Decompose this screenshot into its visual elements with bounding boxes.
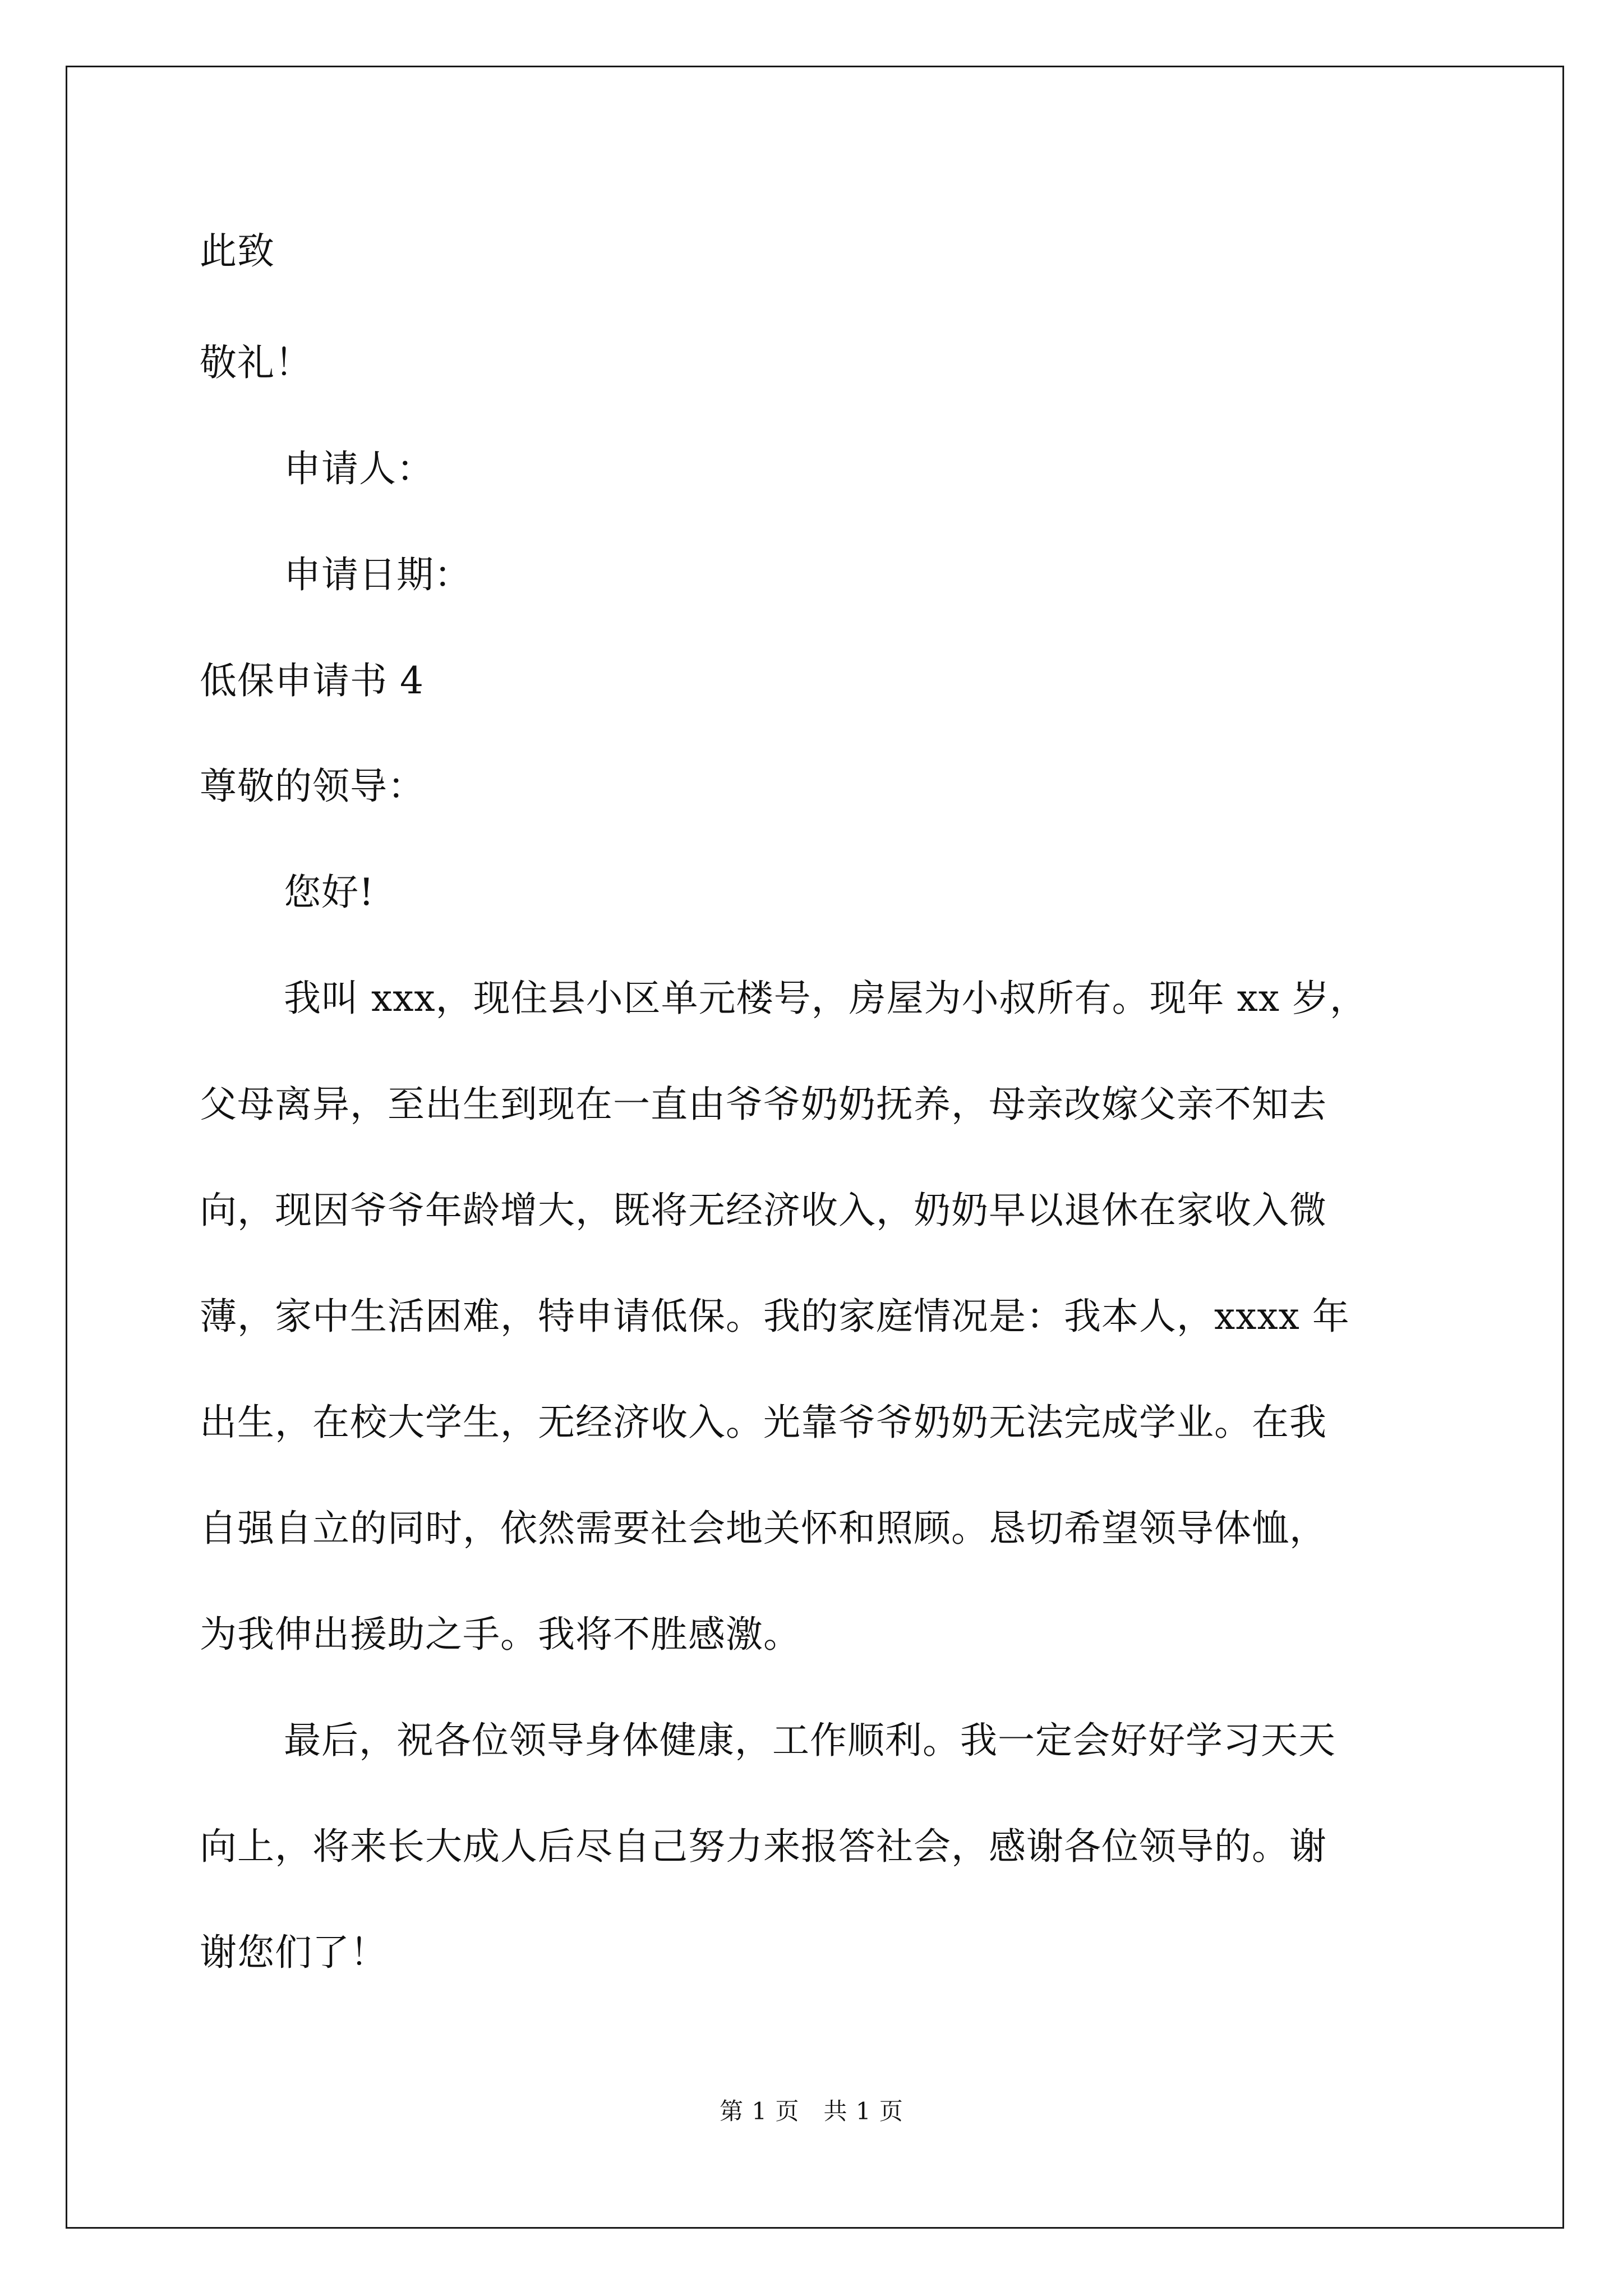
body-paragraph-1-line-6: 自强自立的同时，依然需要社会地关怀和照顾。恳切希望领导体恤， [200, 1507, 1327, 1550]
body-paragraph-1-line-5: 出生，在校大学生，无经济收入。光靠爷爷奶奶无法完成学业。在我 [200, 1401, 1327, 1444]
closing-salutation: 此致 [200, 229, 275, 273]
body-paragraph-1-line-4: 薄，家中生活困难，特申请低保。我的家庭情况是：我本人，xxxx 年 [200, 1295, 1350, 1338]
body-paragraph-1-line-3: 向，现因爷爷年龄增大，既将无经济收入，奶奶早以退休在家收入微 [200, 1189, 1327, 1232]
closing-regards: 敬礼！ [200, 341, 312, 384]
body-paragraph-2-line-1: 最后，祝各位领导身体健康，工作顺利。我一定会好好学习天天 [284, 1719, 1336, 1762]
application-date-label: 申请日期： [284, 553, 472, 596]
body-paragraph-2-line-3: 谢您们了！ [200, 1931, 388, 1974]
hello-line: 您好! [284, 871, 375, 914]
page-footer: 第 1 页 共 1 页 [720, 2097, 903, 2125]
body-paragraph-1-line-2: 父母离异，至出生到现在一直由爷爷奶奶抚养，母亲改嫁父亲不知去 [200, 1083, 1327, 1126]
body-paragraph-1-line-7: 为我伸出援助之手。我将不胜感激。 [200, 1613, 801, 1656]
body-paragraph-2-line-2: 向上，将来长大成人后尽自己努力来报答社会，感谢各位领导的。谢 [200, 1825, 1327, 1868]
letter-greeting: 尊敬的领导： [200, 765, 425, 808]
page-border [66, 66, 1564, 2229]
section-title: 低保申请书 4 [200, 659, 424, 702]
body-paragraph-1-line-1: 我叫 xxx，现住县小区单元楼号，房屋为小叔所有。现年 xx 岁， [284, 977, 1368, 1020]
applicant-label: 申请人： [284, 447, 434, 490]
